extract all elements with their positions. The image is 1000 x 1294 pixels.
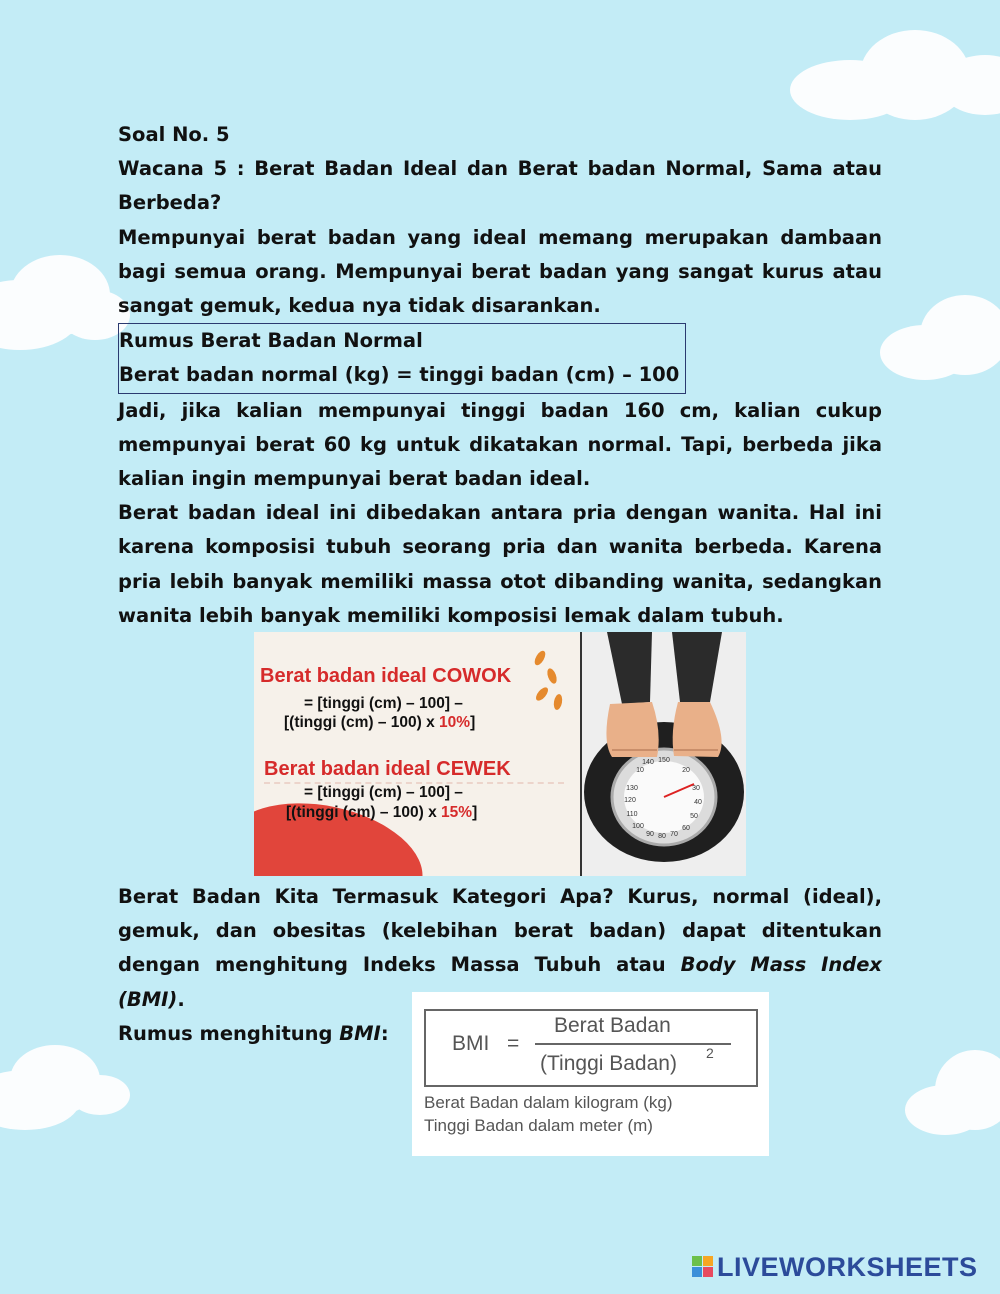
ideal-difference-paragraph: Berat badan ideal ini dibedakan antara pria dengan wanita. Hal ini karena komposisi tubuh seorang pria dan wanita berbeda. Karena pria lebih banyak memiliki massa otot dibanding wanita, sedangkan wanita lebih banyak memiliki komposisi lemak dalam tubuh.: [118, 501, 882, 627]
svg-text:110: 110: [626, 811, 638, 818]
logo-icon: [692, 1256, 714, 1278]
logo-text: LIVEWORKSHEETS: [717, 1252, 978, 1282]
svg-text:10: 10: [636, 767, 644, 774]
svg-text:30: 30: [692, 785, 700, 792]
bmi-formula-image: [412, 992, 769, 1156]
worksheet-text: [118, 118, 882, 633]
bmi-formula-label: Rumus menghitung BMI:: [118, 1021, 389, 1045]
cowok-title: Berat badan ideal COWOK: [260, 665, 512, 687]
svg-text:90: 90: [646, 831, 654, 838]
normal-example-paragraph: Jadi, jika kalian mempunyai tinggi badan 160 cm, kalian cukup mempunyai berat 60 kg untuk dikatakan normal. Tapi, berbeda jika kalian ingin mempunyai berat badan ideal.: [118, 398, 882, 491]
svg-text:100: 100: [632, 823, 644, 830]
cewek-title: Berat badan ideal CEWEK: [264, 758, 511, 780]
normal-weight-formula-box: [118, 323, 686, 393]
cloud-right-bottom: [905, 1045, 1000, 1135]
intro-paragraph: Mempunyai berat badan yang ideal memang merupakan dambaan bagi semua orang. Mempunyai berat badan yang sangat kurus atau sangat gemuk, kedua nya tidak disarankan.: [118, 225, 882, 318]
decorative-dot: [546, 667, 559, 685]
svg-text:130: 130: [626, 785, 638, 792]
bmi-intro-paragraph: Berat Badan Kita Termasuk Kategori Apa? Kurus, normal (ideal), gemuk, dan obesitas (kelebihan berat badan) dapat ditentukan dengan menghitung Indeks Massa Tubuh atau Body Mass Index (BMI).: [118, 885, 882, 1011]
svg-text:70: 70: [670, 831, 678, 838]
bmi-exponent: 2: [706, 1045, 714, 1061]
bmi-numerator: Berat Badan: [554, 1014, 671, 1037]
formula-title: Rumus Berat Badan Normal: [119, 329, 423, 353]
cowok-formula-line2: [(tinggi (cm) – 100) x 10%]: [284, 714, 476, 731]
liveworksheets-logo[interactable]: [692, 1252, 978, 1286]
bmi-equals: =: [507, 1032, 520, 1055]
ideal-weight-figure: [254, 632, 746, 876]
decorative-dot: [533, 649, 548, 667]
svg-text:50: 50: [690, 813, 698, 820]
cewek-formula-line2: [(tinggi (cm) – 100) x 15%]: [286, 804, 478, 821]
height-unit-note: Tinggi Badan dalam meter (m): [424, 1116, 653, 1135]
svg-text:120: 120: [624, 797, 636, 804]
decorative-dot: [553, 693, 564, 710]
cloud-top-right: [770, 20, 1000, 110]
svg-text:80: 80: [658, 833, 666, 840]
formula-text: Berat badan normal (kg) = tinggi badan (cm) – 100: [119, 363, 680, 387]
cloud-right-middle: [880, 290, 1000, 380]
fraction-bar: [535, 1043, 731, 1045]
svg-text:150: 150: [658, 757, 670, 764]
decorative-dot: [534, 685, 550, 702]
cowok-formula-line1: = [tinggi (cm) – 100] –: [304, 695, 463, 712]
feet-on-scale-illustration: [582, 632, 746, 876]
passage-title: Wacana 5 : Berat Badan Ideal dan Berat badan Normal, Sama atau Berbeda?: [118, 157, 882, 215]
bmi-label: BMI: [452, 1032, 490, 1055]
cewek-formula-line1: = [tinggi (cm) – 100] –: [304, 784, 463, 801]
ideal-weight-formula-panel: [254, 632, 580, 876]
scale-photo: [582, 632, 746, 876]
bmi-denominator: (Tinggi Badan): [540, 1052, 677, 1075]
weight-unit-note: Berat Badan dalam kilogram (kg): [424, 1093, 673, 1112]
svg-text:60: 60: [682, 825, 690, 832]
cloud-left-bottom: [0, 1040, 140, 1120]
question-number: Soal No. 5: [118, 123, 230, 146]
svg-text:140: 140: [642, 759, 654, 766]
svg-text:20: 20: [682, 767, 690, 774]
svg-text:40: 40: [694, 799, 702, 806]
